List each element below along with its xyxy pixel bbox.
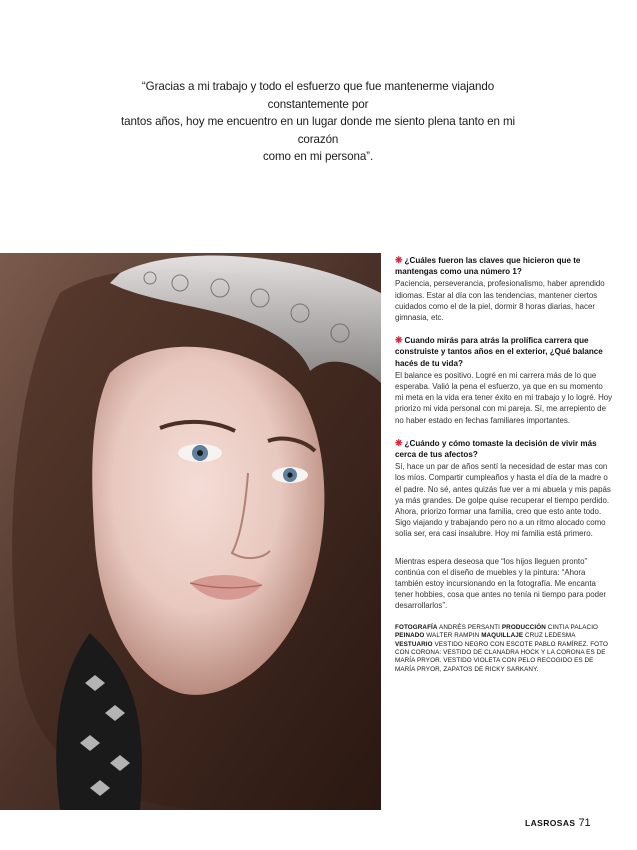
pull-quote-line: como en mi persona”. <box>262 150 374 163</box>
interview-column <box>395 255 613 674</box>
answer-2: El balance es positivo. Logré en mi carrera más de lo que esperaba. Valió la pena el esfuerzo, ya que en su momento mi meta en la vida era tener éxito en mi trabajo y lo logré. Hoy priorizo mi vida personal con mi pareja. Sí, me arrepiento de no haber estado en fechas familiares importantes. <box>395 370 613 425</box>
closing-paragraph: Mientras espera deseosa que “los hijos lleguen pronto” continúa con el diseño de muebles y la pintura: “Ahora también estoy incursionando en la fotografía. Me encanta tener hobbies, cosa que antes no tenía ni tiempo para poder desarrollarlos”. <box>395 556 607 611</box>
photo-credits <box>395 624 613 674</box>
credit-label: PRODUCCIÓN <box>501 623 546 631</box>
flower-bullet-icon: ❋ <box>395 437 403 448</box>
answer-1: Paciencia, perseverancia, profesionalismo, haber aprendido idiomas. Estar al día con las tendencias, mantener ciertos cuidados como el de la piel, dormir 8 horas diarias, hacer gimnasia, etc. <box>395 279 605 323</box>
flower-bullet-icon: ❋ <box>395 255 403 265</box>
credit-label: FOTOGRAFÍA <box>395 623 438 631</box>
question-text: ¿Cuáles fueron las claves que hicieron que te mantengas como una número 1? <box>395 256 581 277</box>
magazine-brand: LASROSAS <box>525 818 576 828</box>
answer-3: Sí, hace un par de años sentí la necesidad de estar mas con los míos. Compartir cumpleaños y hasta el día de la madre o el padre. No sé, antes quizás fue ver a mi abuela y mis papás ya más grandes. De golpe quise recuperar el tiempo perdido. Ahora, priorizo formar una familia, creo que esto ante todo. Sigo viajando y trabajando pero no a un ritmo alocado como solía ser, era casi insalubre. Hoy mi familia está primero. <box>395 462 611 539</box>
portrait-illustration <box>0 253 381 810</box>
question-2 <box>395 335 613 369</box>
pull-quote-line: “Gracias a mi trabajo y todo el esfuerzo que fue mantenerme viajando constantemente por <box>141 80 495 111</box>
pull-quote <box>100 78 536 166</box>
credit-value: VESTIDO NEGRO CON ESCOTE PABLO RAMÍREZ. FOTO CON CORONA: VESTIDO DE CLANADRA HOCK Y LA CORONA ES DE MARÍA PRYOR. VESTIDO VIOLETA CON PELO RECOGIDO ES DE MARÍA PRYOR, ZAPATOS DE RICKY SARKANY. <box>395 640 609 673</box>
pull-quote-line: tantos años, hoy me encuentro en un lugar donde me siento plena tanto en mi corazón <box>120 115 516 146</box>
credit-value: CRUZ LEDESMA <box>524 632 576 640</box>
credit-value: ANDRÉS PERSANTI <box>439 623 501 631</box>
question-text: Cuando mirás para atrás la prolífica carrera que construiste y tantos años en el exterior, ¿Qué balance hacés de tu vida? <box>395 336 603 368</box>
credit-label: PEINADO <box>395 632 425 640</box>
question-3 <box>395 438 613 460</box>
portrait-photo <box>0 253 381 810</box>
credit-value: WALTER RAMPIN <box>426 632 480 640</box>
question-text: ¿Cuándo y cómo tomaste la decisión de vivir más cerca de tus afectos? <box>395 438 597 460</box>
flower-bullet-icon: ❋ <box>395 335 403 346</box>
page-number: 71 <box>578 817 591 829</box>
credit-value: CINTIA PALACIO <box>547 623 599 631</box>
credit-label: MAQUILLAJE <box>481 632 524 640</box>
page-footer <box>525 817 591 829</box>
credit-label: VESTUARIO <box>395 640 433 648</box>
question-1 <box>395 255 613 277</box>
